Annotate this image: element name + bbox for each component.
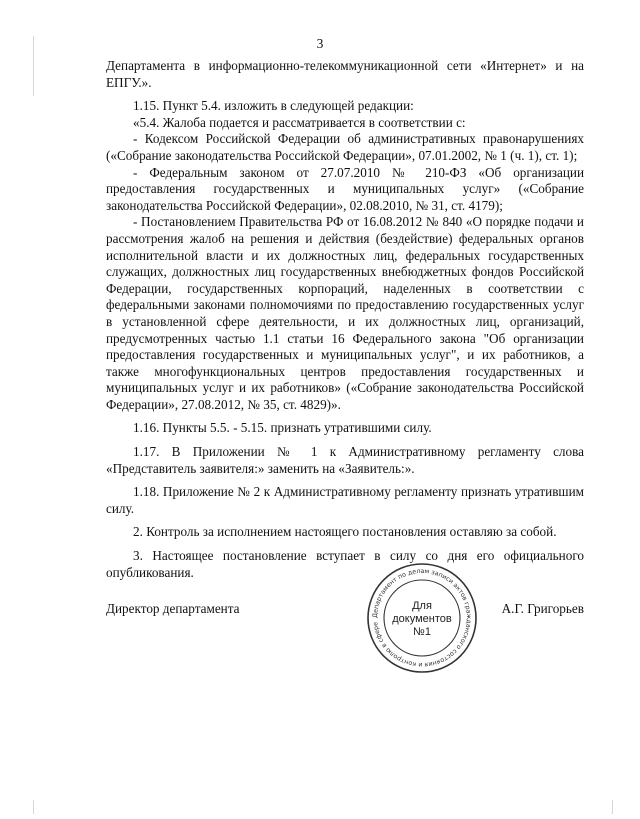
- document-body: [106, 58, 584, 581]
- scan-edge-mark: [33, 800, 34, 814]
- list-item-postanovlenie-840: - Постановлением Правительства РФ от 16.08.2012 № 840 «О порядке подачи и рассмотрения жалоб на решения и действия (бездействие) федеральных органов исполнительной власти и их должностных лиц, федеральных государственных служащих, должностных лиц государственных внебюджетных фондов Российской Федерации, государственных корпораций, наделенных в соответствии с федеральными законами полномочиями по предоставлению государственных услуг в установленной сфере деятельности, и их должностных лиц, организаций, предусмотренных частью 1.1 статьи 16 Федерального закона "Об организации предоставления государственных и муниципальных услуг", и их работников, а также многофункциональных центров предоставления государственных и муниципальных услуг и их работников» («Собрание законодательства Российской Федерации», 27.08.2012, № 35, ст. 4829)».: [106, 214, 584, 412]
- signatory-name: А.Г. Григорьев: [501, 601, 584, 616]
- list-item-210-fz: - Федеральным законом от 27.07.2010 № 210-ФЗ «Об организации предоставления государственных и муниципальных услуг» («Собрание законодательства Российской Федерации», 02.08.2010, № 31, ст. 4179);: [106, 164, 584, 213]
- paragraph-continuation: Департамента в информационно-телекоммуникационной сети «Интернет» и на ЕПГУ.».: [106, 58, 584, 90]
- paragraph-3: 3. Настоящее постановление вступает в силу со дня его официального опубликования.: [106, 548, 584, 580]
- paragraph-5-4: «5.4. Жалоба подается и рассматривается в соответствии с:: [133, 114, 466, 130]
- signature-block: [106, 601, 584, 621]
- scan-edge-mark: [612, 800, 613, 814]
- signatory-position: Директор департамента: [106, 601, 240, 616]
- stamp-ring-text: Департамент по делам записи актов гражданского состояния и контролю в сфере: [371, 567, 473, 669]
- paragraph-1-18: 1.18. Приложение № 2 к Административному регламенту признать утратившим силу.: [106, 484, 584, 516]
- paragraph-2: 2. Контроль за исполнением настоящего постановления оставляю за собой.: [133, 524, 557, 540]
- list-item-koap: - Кодексом Российской Федерации об административных правонарушениях («Собрание законодательства Российской Федерации», 07.01.2002, № 1 (ч. 1), ст. 1);: [106, 131, 584, 163]
- paragraph-1-15: 1.15. Пункт 5.4. изложить в следующей редакции:: [133, 98, 414, 114]
- paragraph-1-16: 1.16. Пункты 5.5. - 5.15. признать утратившими силу.: [133, 420, 432, 436]
- official-stamp: [366, 562, 478, 674]
- page-number: 3: [316, 36, 324, 51]
- paragraph-1-17: 1.17. В Приложении № 1 к Административному регламенту слова «Представитель заявителя:» заменить на «Заявитель:».: [106, 444, 584, 476]
- stamp-center-text: Для документов №1: [392, 600, 452, 638]
